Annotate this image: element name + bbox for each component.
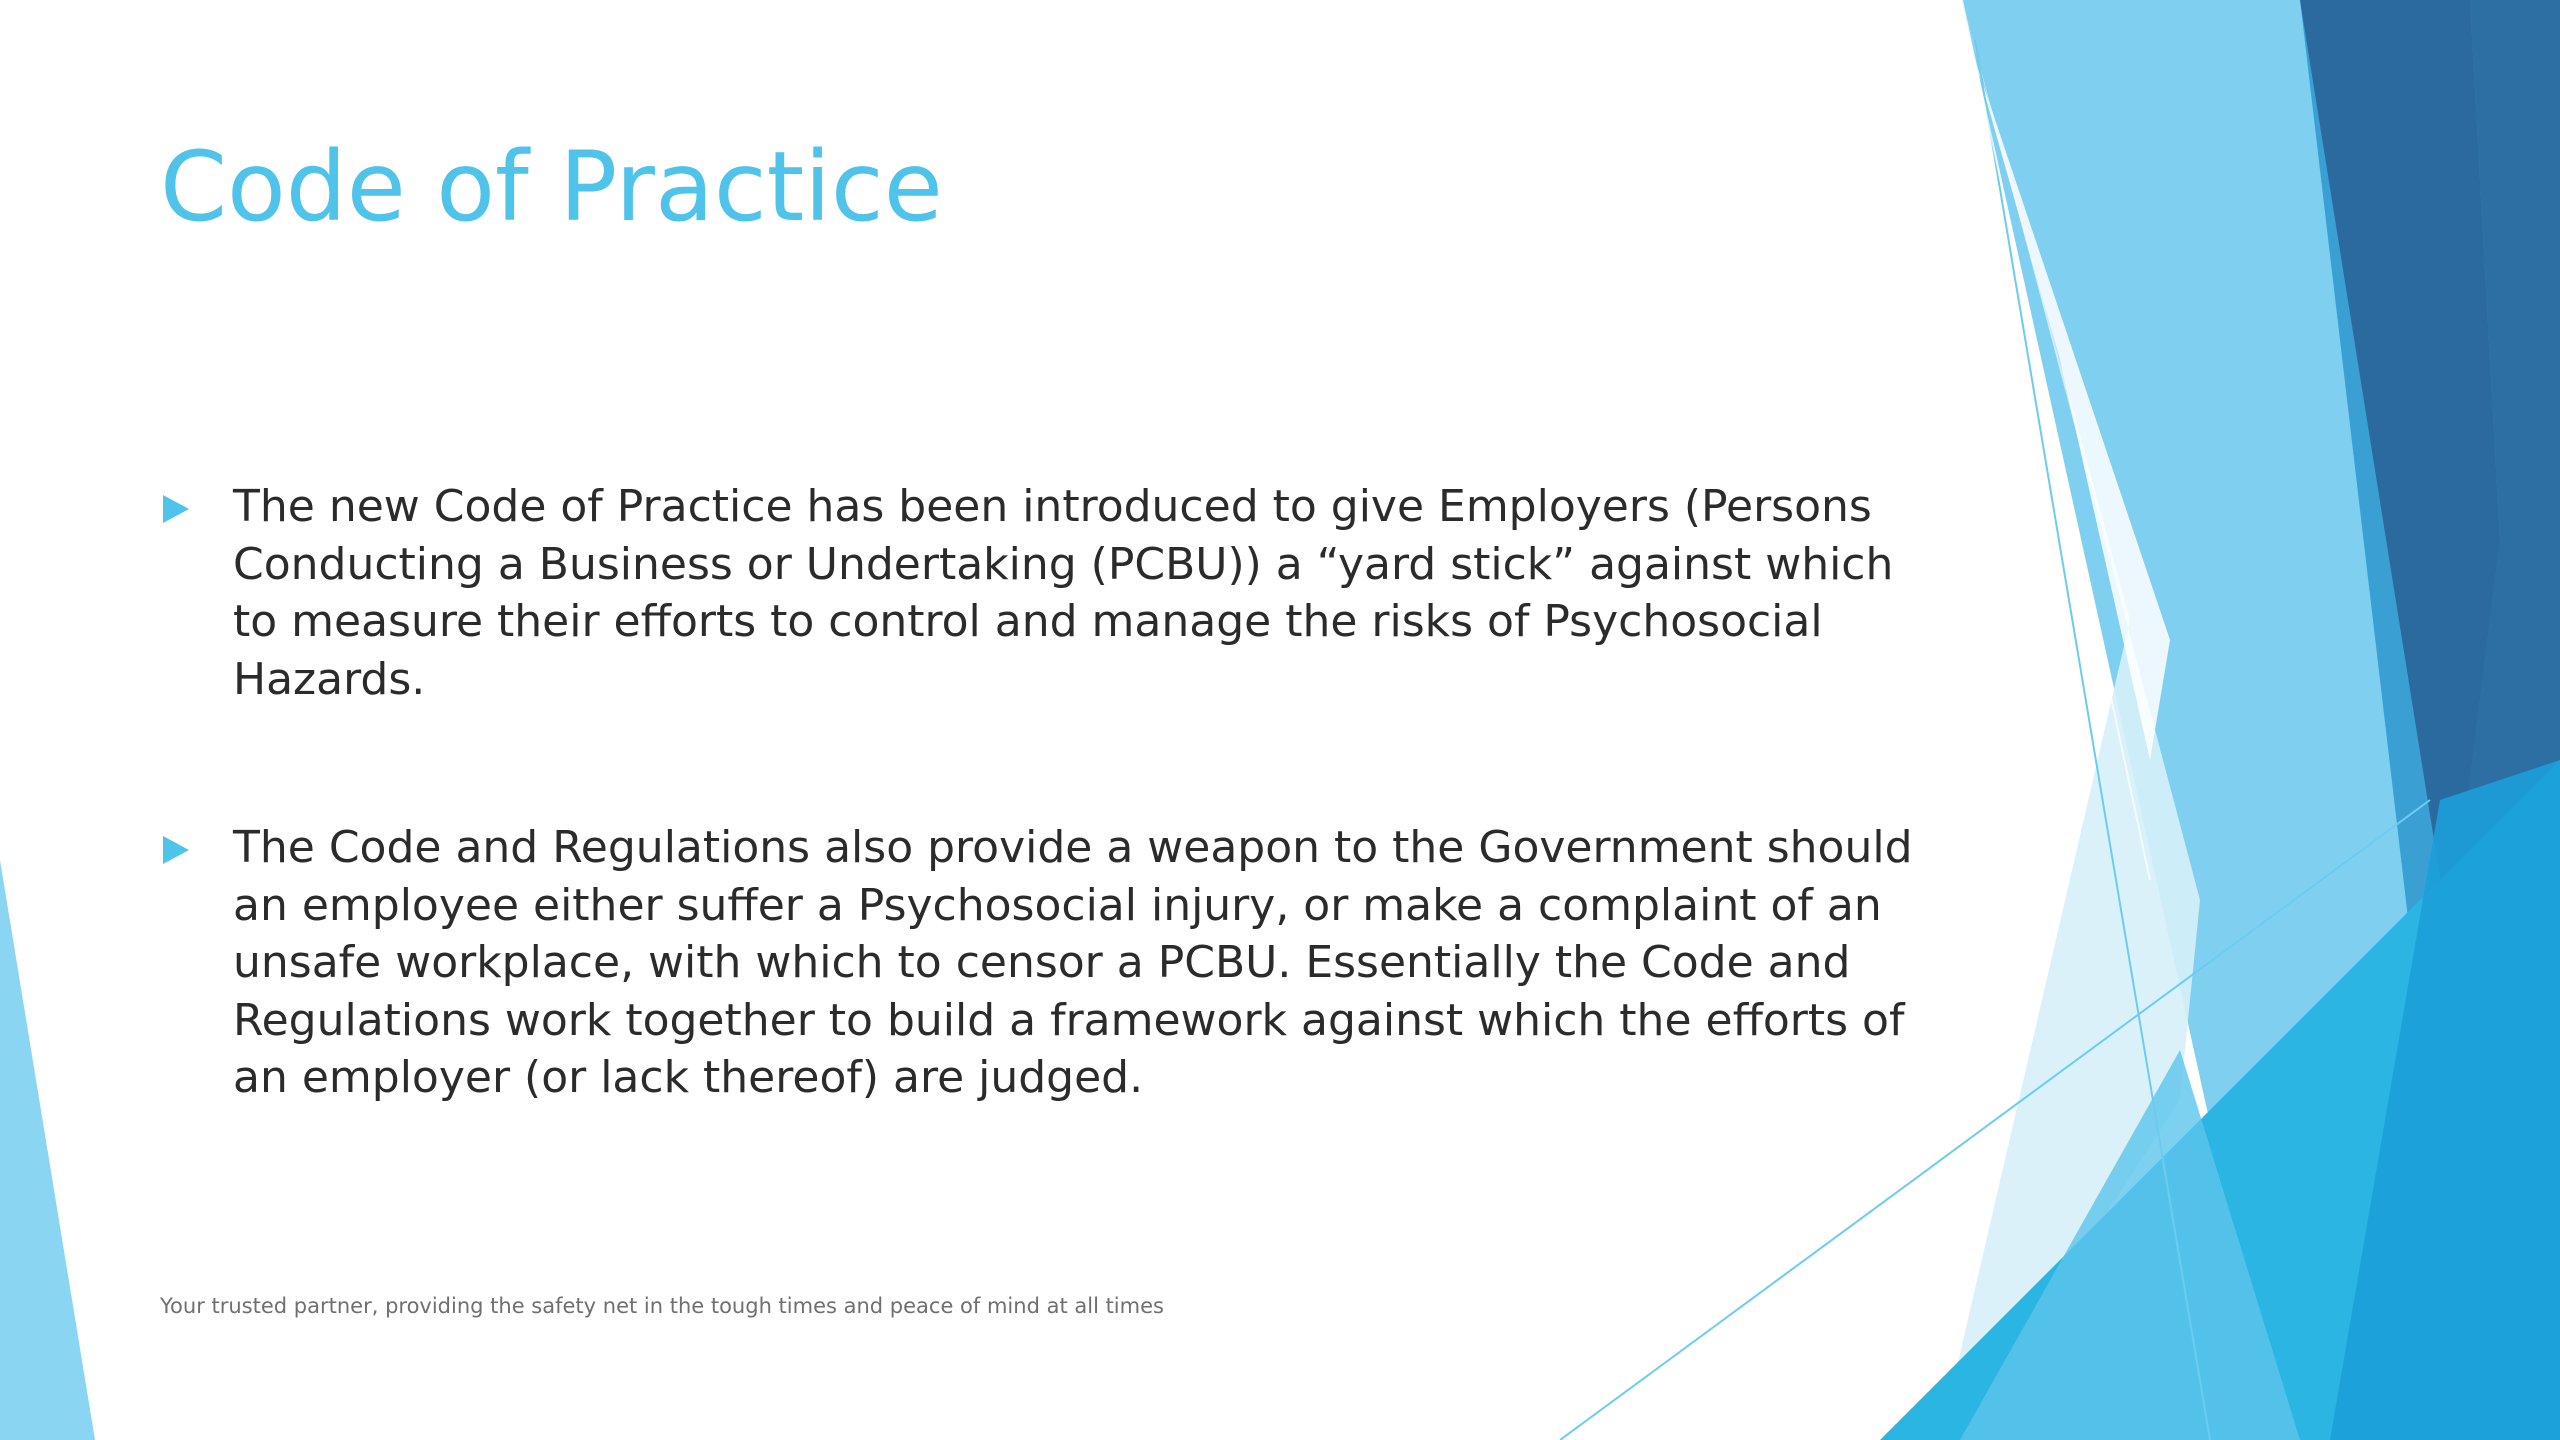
bullet-arrow-icon <box>163 836 189 864</box>
bullet-text: The new Code of Practice has been introduced to give Employers (Persons Conducting a Business or Undertaking (PCBU)) a “yard stick” against which to measure their efforts to control and manage the risks of Psychosocial Hazards. <box>233 481 1894 705</box>
bullet-text: The Code and Regulations also provide a weapon to the Government should an employee either suffer a Psychosocial injury, or make a complaint of an unsafe workplace, with which to censor a PCBU. Essentially the Code and Regulations work together to build a framework against which the efforts of an employer (or lack thereof) are judged. <box>233 822 1913 1103</box>
slide-title: Code of Practice <box>160 131 943 243</box>
footer-tagline: Your trusted partner, providing the safety net in the tough times and peace of mind at all times <box>160 1294 1164 1318</box>
bullet-arrow-icon <box>163 495 189 523</box>
bullet-list <box>160 478 1940 1107</box>
bullet-item <box>160 819 1940 1107</box>
left-edge-facet <box>0 860 95 1440</box>
bullet-item <box>160 478 1940 708</box>
